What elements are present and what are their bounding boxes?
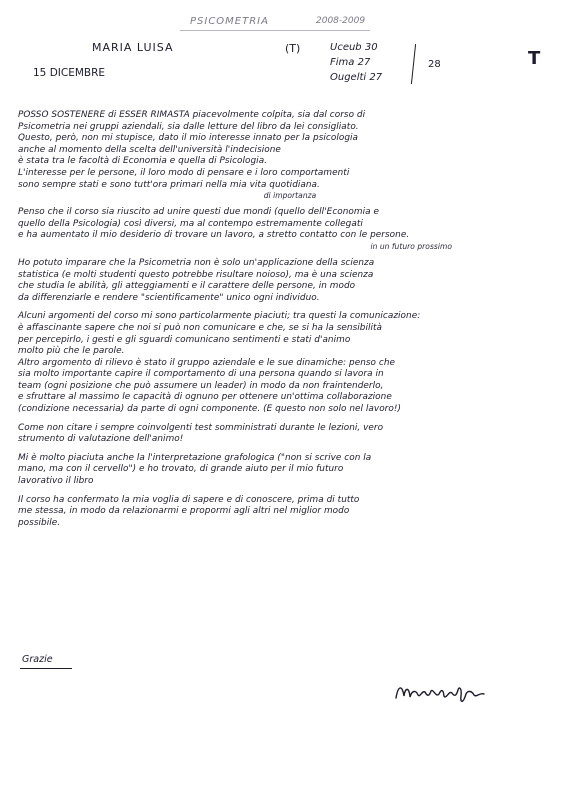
- paragraph: [18, 423, 562, 446]
- text-line: e ha aumentato il mio desiderio di trovare un lavoro, a stretto contatto con le persone.: [18, 230, 410, 241]
- text-line: statistica (e molti studenti questo potrebbe risultare noioso), ma è una scienza: [18, 269, 374, 280]
- text-line: Penso che il corso sia riuscito ad unire questi due mondi (quello dell'Economia e: [18, 207, 379, 218]
- text-line: per percepirlo, i gesti e gli sguardi comunicano sentimenti e stati d'animo: [18, 334, 351, 345]
- header-rule: [180, 30, 370, 31]
- text-line: strumento di valutazione dell'animo!: [18, 434, 184, 445]
- text-line: Il corso ha confermato la mia voglia di sapere e di conoscere, prima di tutto: [18, 494, 360, 505]
- text-line: team (ogni posizione che può assumere un leader) in modo da non fraintenderlo,: [18, 380, 384, 391]
- text-line: molto più che le parole.: [18, 346, 125, 357]
- margin-note: di importanza: [263, 191, 317, 201]
- essay-date: 15 DICEMBRE: [33, 67, 106, 79]
- closing-thanks: Grazie: [22, 654, 53, 665]
- academic-year: 2008-2009: [316, 16, 366, 26]
- text-line: e sfruttare al massimo le capacità di ognuno per ottenere un'ottima collaborazione: [18, 392, 392, 403]
- text-line: da differenziarle e rendere "scientificamente" unico ogni individuo.: [18, 292, 320, 303]
- paragraph: [18, 311, 562, 415]
- text-line: Ho potuto imparare che la Psicometria non è solo un'applicazione della scienza: [18, 257, 375, 268]
- paragraph: [18, 258, 562, 304]
- text-line: me stessa, in modo da relazionarmi e propormi agli altri nel miglior modo: [18, 506, 350, 517]
- final-score: 28: [428, 59, 441, 70]
- paragraph: [18, 110, 562, 200]
- text-line: sia molto importante capire il comportamento di una persona quando si lavora in: [18, 369, 384, 380]
- thanks-underline: [20, 668, 72, 669]
- text-line: Psicometria nei gruppi aziendali, sia dalle letture del libro da lei consigliato.: [18, 121, 359, 132]
- text-line: possibile.: [18, 517, 61, 528]
- text-line: è affascinante sapere che noi si può non comunicare e che, se si ha la sensibilità: [18, 322, 383, 333]
- text-line: sono sempre stati e sono tutt'ora primari nella mia vita quotidiana.: [18, 179, 320, 190]
- course-title: PSICOMETRIA: [190, 16, 269, 27]
- text-line: è stata tra le facoltà di Economia e quella di Psicologia.: [18, 156, 268, 167]
- essay-body: [18, 110, 562, 536]
- text-line: Altro argomento di rilievo è stato il gruppo aziendale e le sue dinamiche: penso che: [18, 357, 396, 368]
- text-line: Alcuni argomenti del corso mi sono particolarmente piaciuti; tra questi la comunicazione:: [18, 311, 421, 322]
- score-line-1: Uceub 30: [330, 42, 378, 53]
- text-line: mano, ma con il cervello") e ho trovato, di grande aiuto per il mio futuro: [18, 464, 344, 475]
- text-line: anche al momento della scelta dell'università l'indecisione: [18, 144, 281, 155]
- text-line: quello della Psicologia) così diversi, ma al contempo estremamente collegati: [18, 218, 363, 229]
- text-line: (condizione necessaria) da parte di ogni componente. (E questo non solo nel lavoro!): [18, 404, 401, 415]
- score-divider: [411, 44, 416, 84]
- margin-note: in un futuro prossimo: [370, 241, 452, 251]
- paragraph: [18, 495, 562, 530]
- text-line: lavorativo il libro: [18, 476, 94, 487]
- text-line: Questo, però, non mi stupisce, dato il mio interesse innato per la psicologia: [18, 133, 359, 144]
- text-line: che studia le abilità, gli atteggiamenti e il carattere delle persone, in modo: [18, 281, 356, 292]
- score-line-3: Ougelti 27: [330, 72, 383, 83]
- student-name: MARIA LUISA: [92, 41, 174, 54]
- text-line: Mi è molto piaciuta anche la l'interpretazione grafologica ("non si scrive con la: [18, 452, 372, 463]
- score-line-2: Fima 27: [330, 57, 371, 68]
- paragraph: [18, 207, 562, 251]
- paragraph: [18, 453, 562, 488]
- text-line: Come non citare i sempre coinvolgenti test somministrati durante le lezioni, vero: [18, 422, 384, 433]
- text-line: POSSO SOSTENERE di ESSER RIMASTA piacevolmente colpita, sia dal corso di: [18, 110, 366, 120]
- grade-letter: T: [528, 48, 541, 69]
- text-line: L'interesse per le persone, il loro modo di pensare e i loro comportamenti: [18, 167, 350, 178]
- assessment-mark: (T): [285, 42, 301, 55]
- signature-image: [392, 676, 492, 706]
